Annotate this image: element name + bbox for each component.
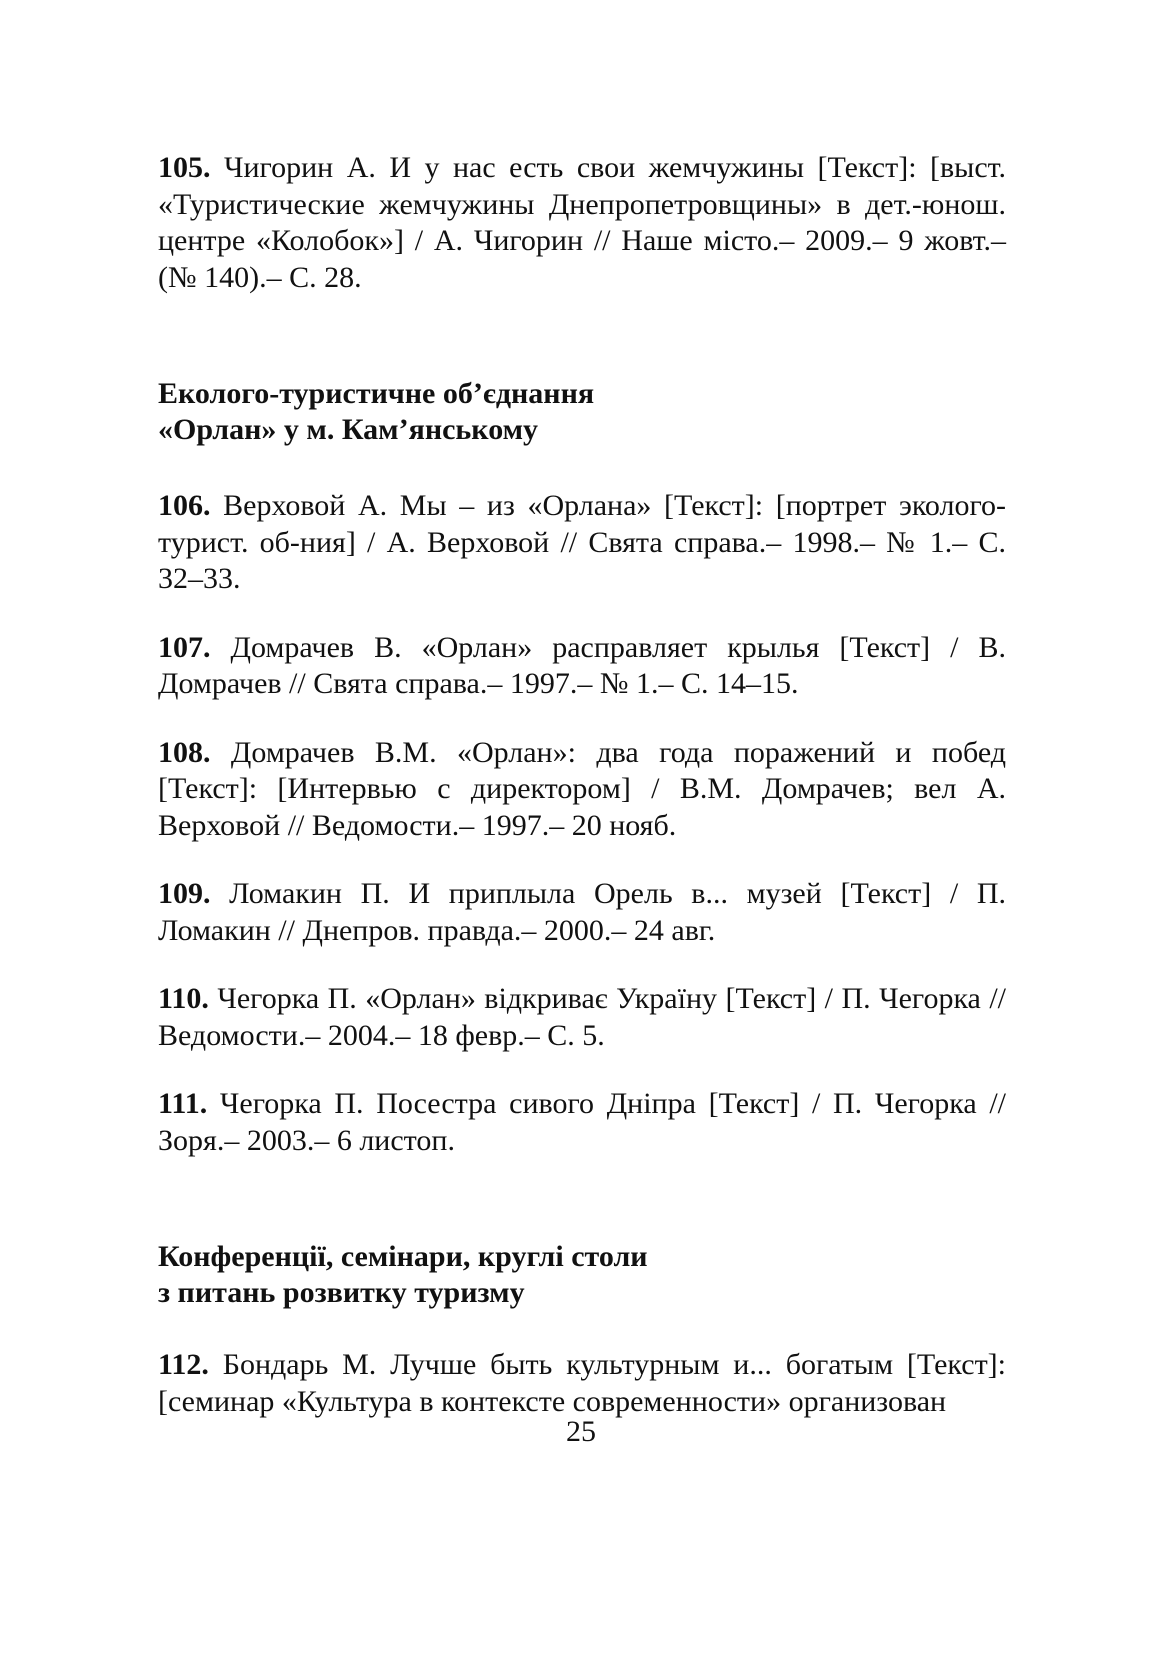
bibliography-entry-110	[158, 981, 1006, 1054]
entry-text: Домрачев В.М. «Орлан»: два года поражений и побед [Текст]: [Интервью с директором] / В.М. Домрачев; вел А. Верховой // Ведомости.– 1997.– 20 нояб.	[158, 735, 1007, 842]
bibliography-entry-107	[158, 630, 1006, 703]
entry-number: 108.	[158, 735, 211, 769]
entry-number: 106.	[158, 489, 211, 522]
entry-text: Чегорка П. Посестра сивого Дніпра [Текст] / П. Чегорка // Зоря.– 2003.– 6 листоп.	[158, 1087, 1007, 1157]
entry-text: Ломакин П. И приплыла Орель в... музей [Текст] / П. Ломакин // Днепров. правда.– 2000.– 24 авг.	[158, 877, 1006, 947]
page-number: 25	[566, 1415, 596, 1448]
entry-text: Чигорин А. И у нас есть свои жемчужины [Текст]: [выст. «Туристические жемчужины Днепропетровщины» в дет.-юнош. центре «Колобок»] / А. Чигорин // Наше місто.– 2009.– 9 жовт.– (№ 140).– С. 28.	[158, 151, 1007, 294]
page-content	[158, 150, 1006, 1420]
section-heading-conferences	[158, 1239, 1006, 1311]
section-heading-line: Еколого-туристичне об’єднання	[158, 377, 595, 410]
section-heading-line: «Орлан» у м. Кам’янському	[158, 413, 539, 446]
bibliography-entry-109	[158, 876, 1006, 949]
entry-number: 110.	[158, 982, 209, 1015]
entry-number: 112.	[158, 1348, 209, 1381]
entry-number: 109.	[158, 877, 211, 910]
section-heading-line: Конференції, семінари, круглі столи	[158, 1240, 648, 1273]
entry-number: 105.	[158, 151, 211, 184]
entry-text: Чегорка П. «Орлан» відкриває Україну [Текст] / П. Чегорка // Ведомости.– 2004.– 18 февр.– С. 5.	[158, 982, 1007, 1052]
section-heading-line: з питань розвитку туризму	[158, 1276, 525, 1309]
bibliography-entry-105	[158, 150, 1006, 296]
section-heading-orlan	[158, 376, 1006, 448]
entry-text: Верховой А. Мы – из «Орлана» [Текст]: [портрет эколого-турист. об-ния] / А. Верховой // Свята справа.– 1998.– № 1.– С. 32–33.	[158, 489, 1007, 595]
bibliography-entry-106	[158, 488, 1006, 598]
entry-text: Домрачев В. «Орлан» расправляет крылья [Текст] / В. Домрачев // Свята справа.– 1997.– № 1.– С. 14–15.	[158, 630, 1007, 700]
bibliography-entry-108	[158, 735, 1006, 845]
bibliography-entry-111	[158, 1086, 1006, 1159]
entry-number: 111.	[158, 1087, 208, 1120]
bibliography-entry-112	[158, 1347, 1006, 1420]
entry-number: 107.	[158, 630, 211, 664]
entry-text: Бондарь М. Лучше быть культурным и... богатым [Текст]: [семинар «Культура в контексте современности» организован	[158, 1348, 1006, 1418]
